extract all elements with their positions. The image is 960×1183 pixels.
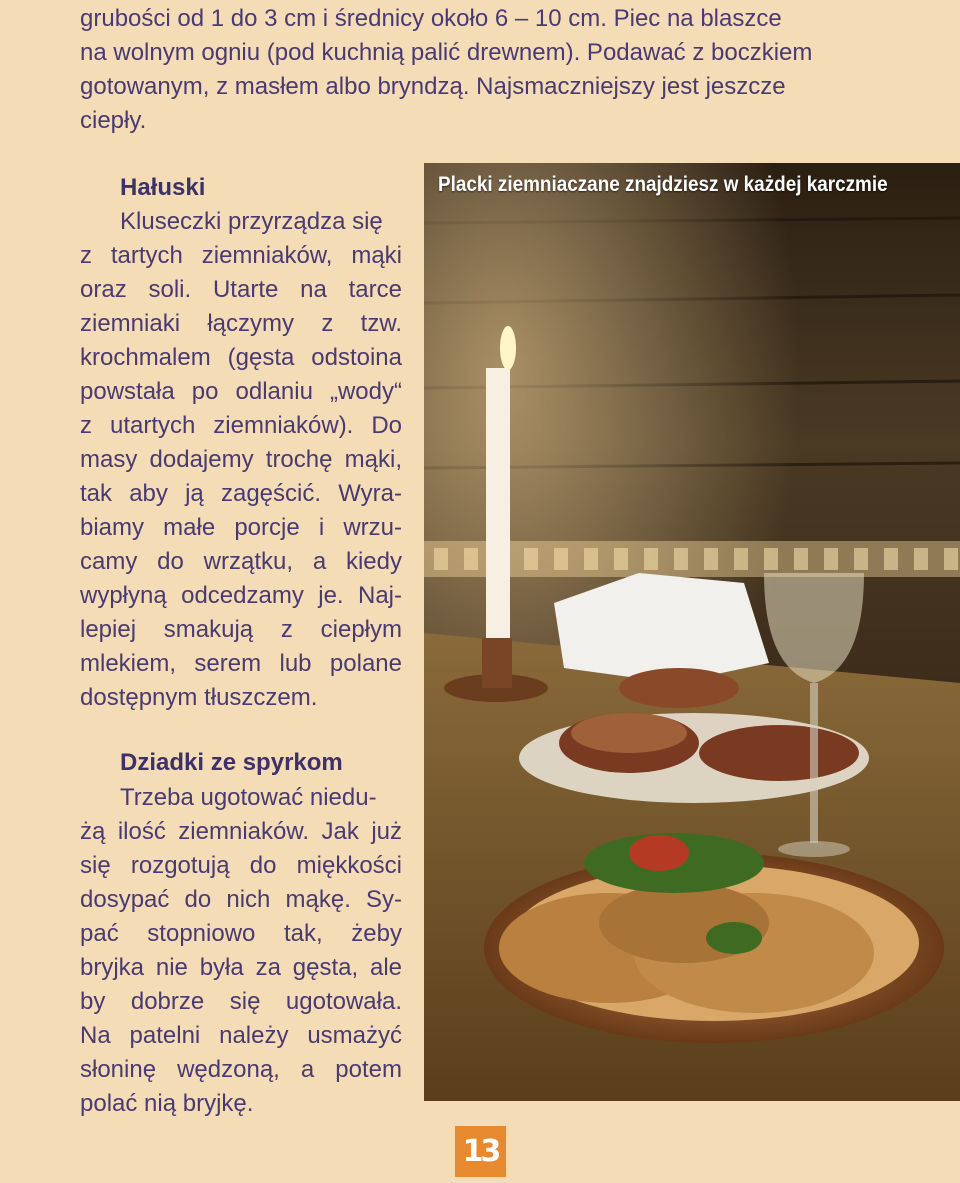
dziadki-line: polać nią bryjkę. — [80, 1090, 254, 1117]
intro-line-1: grubości od 1 do 3 cm i średnicy około 6 – 10 cm. Piec na blaszce — [80, 5, 782, 32]
haluski-line: Kluseczki przyrządza się — [120, 208, 383, 235]
dziadki-line: się rozgotują do miękkości — [80, 852, 402, 879]
dziadki-line: pać stopniowo tak, żeby — [80, 920, 402, 947]
intro-line-2: na wolnym ogniu (pod kuchnią palić drewnem). Podawać z boczkiem — [80, 39, 813, 66]
candle — [486, 368, 510, 640]
haluski-line: ziemniaki łączymy z tzw. — [80, 310, 402, 337]
haluski-line: mlekiem, serem lub polane — [80, 650, 402, 677]
haluski-line: biamy małe porcje i wrzu- — [80, 514, 402, 541]
haluski-line: wypłyną odcedzamy je. Naj- — [80, 582, 402, 609]
page-number-badge — [455, 1126, 506, 1177]
herb-garnish — [706, 922, 762, 954]
haluski-line: oraz soli. Utarte na tarce — [80, 276, 402, 303]
haluski-line: krochmalem (gęsta odstoina — [80, 344, 402, 371]
dziadki-heading: Dziadki ze spyrkom — [120, 749, 343, 776]
ceramic-bowl — [699, 725, 859, 781]
dziadki-line: by dobrze się ugotowała. — [80, 988, 402, 1015]
food-photo — [424, 163, 960, 1101]
dziadki-line: Na patelni należy usmażyć — [80, 1022, 402, 1049]
haluski-heading: Hałuski — [120, 174, 206, 201]
intro-line-3: gotowanym, z masłem albo bryndzą. Najsmaczniejszy jest jeszcze — [80, 73, 786, 100]
intro-line-4: ciepły. — [80, 107, 147, 134]
haluski-line: powstała po odlaniu „wody“ — [80, 378, 402, 405]
food-photo-illustration — [424, 163, 960, 1101]
haluski-line: masy dodajemy trochę mąki, — [80, 446, 402, 473]
haluski-line: tak aby ją zagęścić. Wyra- — [80, 480, 402, 507]
photo-caption: Placki ziemniaczane znajdziesz w każdej karczmie — [438, 173, 888, 196]
dziadki-line: słoninę wędzoną, a potem — [80, 1056, 402, 1083]
tomato — [629, 835, 689, 871]
haluski-line: dostępnym tłuszczem. — [80, 684, 318, 711]
haluski-line: camy do wrzątku, a kiedy — [80, 548, 402, 575]
candle-holder-stem — [482, 638, 512, 688]
dziadki-line: bryjka nie była za gęsta, ale — [80, 954, 402, 981]
haluski-line: z tartych ziemniaków, mąki — [80, 242, 402, 269]
dziadki-line: dosypać do nich mąkę. Sy- — [80, 886, 402, 913]
candle-flame — [500, 326, 516, 370]
ceramic-bowl — [619, 668, 739, 708]
haluski-line: lepiej smakują z ciepłym — [80, 616, 402, 643]
dziadki-line: Trzeba ugotować niedu- — [120, 784, 377, 811]
dziadki-line: żą ilość ziemniaków. Jak już — [80, 818, 402, 845]
haluski-line: z utartych ziemniaków). Do — [80, 412, 402, 439]
page-number: 13 — [462, 1134, 499, 1169]
